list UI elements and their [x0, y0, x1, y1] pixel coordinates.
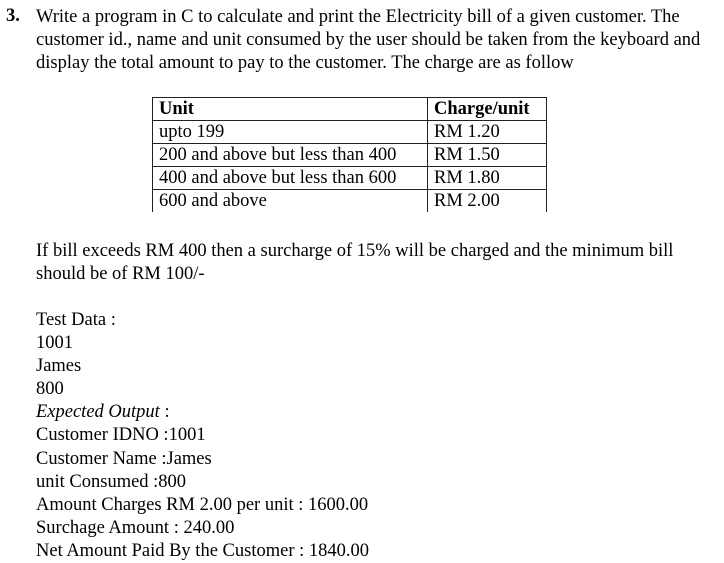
- question-intro: [36, 6, 716, 75]
- test-value: James: [36, 356, 82, 377]
- output-line: Customer Name :James: [36, 448, 212, 469]
- question-number: 3.: [6, 6, 20, 26]
- output-line: Amount Charges RM 2.00 per unit : 1600.00: [36, 494, 369, 515]
- output-line: unit Consumed :800: [36, 471, 187, 492]
- intro-line: Write a program in C to calculate and print the Electricity bill of a given customer. The: [36, 7, 680, 27]
- test-and-output-block: [36, 309, 369, 563]
- cell-unit: 400 and above but less than 600: [153, 167, 428, 190]
- test-data-label: Test Data :: [36, 310, 116, 330]
- intro-line: customer id., name and unit consumed by the user should be taken from the keyboard and: [36, 30, 701, 50]
- cell-charge: RM 1.80: [428, 167, 547, 190]
- output-line: Surchage Amount : 240.00: [36, 517, 235, 538]
- table-row: [153, 190, 547, 213]
- test-value: 1001: [36, 333, 73, 354]
- cell-unit: 600 and above: [153, 190, 428, 213]
- header-charge: Charge/unit: [428, 98, 547, 121]
- cell-charge: RM 1.50: [428, 144, 547, 167]
- cell-unit: upto 199: [153, 121, 428, 144]
- note-line: should be of RM 100/-: [36, 264, 205, 284]
- cell-charge: RM 2.00: [428, 190, 547, 213]
- intro-line: display the total amount to pay to the customer. The charge are as follow: [36, 53, 574, 73]
- expected-output-label-colon: :: [159, 402, 170, 423]
- cell-charge: RM 1.20: [428, 121, 547, 144]
- test-value: 800: [36, 379, 64, 400]
- table-row: [153, 121, 547, 144]
- table-header-row: [153, 98, 547, 121]
- expected-output-label-text: Expected Output: [36, 402, 160, 423]
- cell-unit: 200 and above but less than 400: [153, 144, 428, 167]
- expected-output-label: [36, 401, 369, 424]
- note-line: If bill exceeds RM 400 then a surcharge of 15% will be charged and the minimum bill: [36, 241, 674, 261]
- surcharge-note: [36, 240, 673, 286]
- header-unit: Unit: [153, 98, 428, 121]
- output-line: Customer IDNO :1001: [36, 425, 206, 446]
- rate-table: [152, 97, 547, 212]
- table-row: [153, 167, 547, 190]
- output-line: Net Amount Paid By the Customer : 1840.00: [36, 540, 369, 561]
- table-row: [153, 144, 547, 167]
